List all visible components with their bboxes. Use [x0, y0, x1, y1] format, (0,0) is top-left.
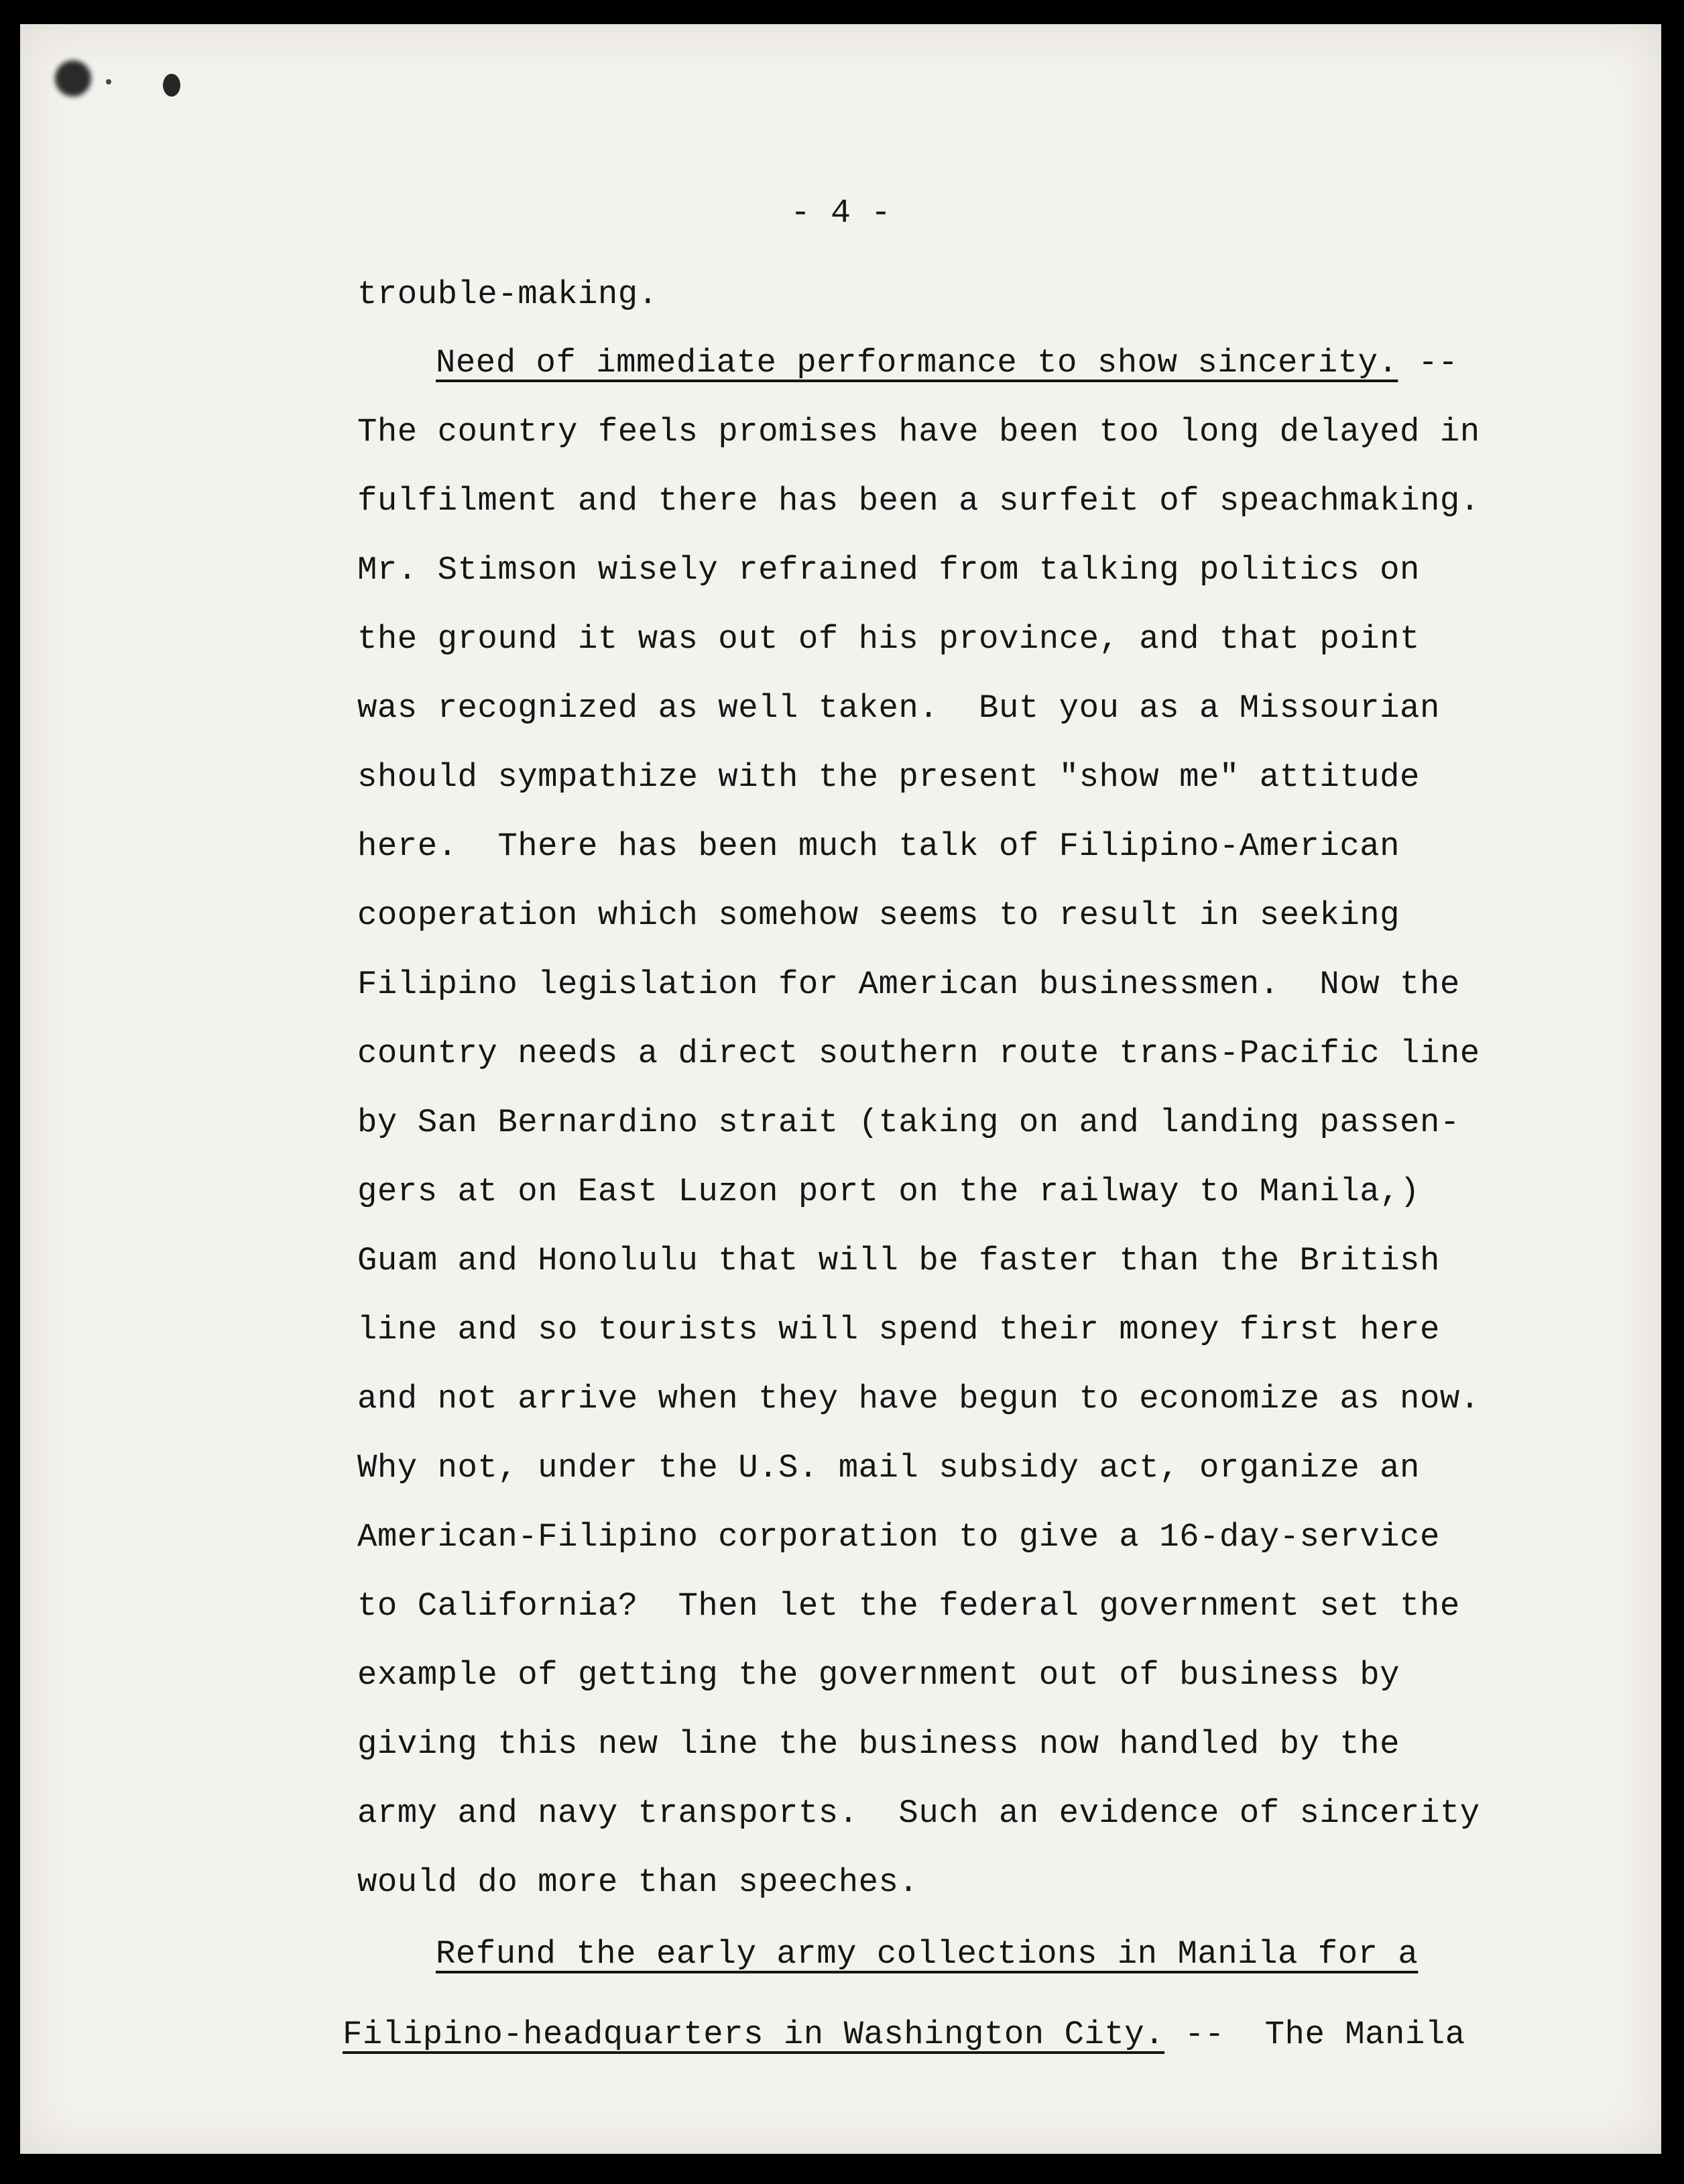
text-line: should sympathize with the present "show me" attitude: [357, 758, 1420, 796]
text-line: example of getting the government out of business by: [357, 1656, 1400, 1694]
heading-dash: --: [1398, 344, 1459, 382]
body-text: [20, 24, 1661, 2154]
document-page: [20, 24, 1661, 2154]
heading-title: Need of immediate performance to show sincerity.: [436, 344, 1398, 382]
heading-dash-and-text: -- The Manila: [1164, 2016, 1465, 2053]
text-line: would do more than speeches.: [357, 1863, 919, 1901]
text-line: Filipino legislation for American businessmen. Now the: [357, 966, 1460, 1003]
text-line: American-Filipino corporation to give a 16-day-service: [357, 1518, 1440, 1556]
text-line: trouble-making.: [357, 276, 658, 313]
section-heading-continued: [343, 2016, 1465, 2053]
text-line: gers at on East Luzon port on the railway to Manila,): [357, 1173, 1420, 1210]
text-line: to California? Then let the federal government set the: [357, 1587, 1460, 1625]
text-line: cooperation which somehow seems to result in seeking: [357, 897, 1400, 934]
text-line: Why not, under the U.S. mail subsidy act, organize an: [357, 1449, 1420, 1487]
text-line: Mr. Stimson wisely refrained from talking politics on: [357, 551, 1420, 589]
text-line: by San Bernardino strait (taking on and landing passen-: [357, 1104, 1460, 1141]
text-line: giving this new line the business now handled by the: [357, 1725, 1400, 1763]
section-heading: [436, 344, 1458, 382]
page-number: - 4 -: [790, 194, 892, 233]
text-line: was recognized as well taken. But you as a Missourian: [357, 689, 1440, 727]
text-line: here. There has been much talk of Filipino-American: [357, 827, 1400, 865]
text-line: The country feels promises have been too long delayed in: [357, 413, 1480, 451]
text-line: Guam and Honolulu that will be faster than the British: [357, 1242, 1440, 1279]
text-line: country needs a direct southern route trans-Pacific line: [357, 1035, 1480, 1072]
text-line: the ground it was out of his province, and that point: [357, 620, 1420, 658]
text-line: army and navy transports. Such an evidence of sincerity: [357, 1794, 1480, 1832]
text-line: fulfilment and there has been a surfeit of speachmaking.: [357, 482, 1480, 520]
heading-title: Refund the early army collections in Manila for a: [436, 1935, 1419, 1973]
section-heading: [436, 1935, 1418, 1973]
text-line: and not arrive when they have begun to economize as now.: [357, 1380, 1480, 1418]
heading-title: Filipino-headquarters in Washington City.: [343, 2016, 1165, 2053]
text-line: line and so tourists will spend their money first here: [357, 1311, 1440, 1348]
